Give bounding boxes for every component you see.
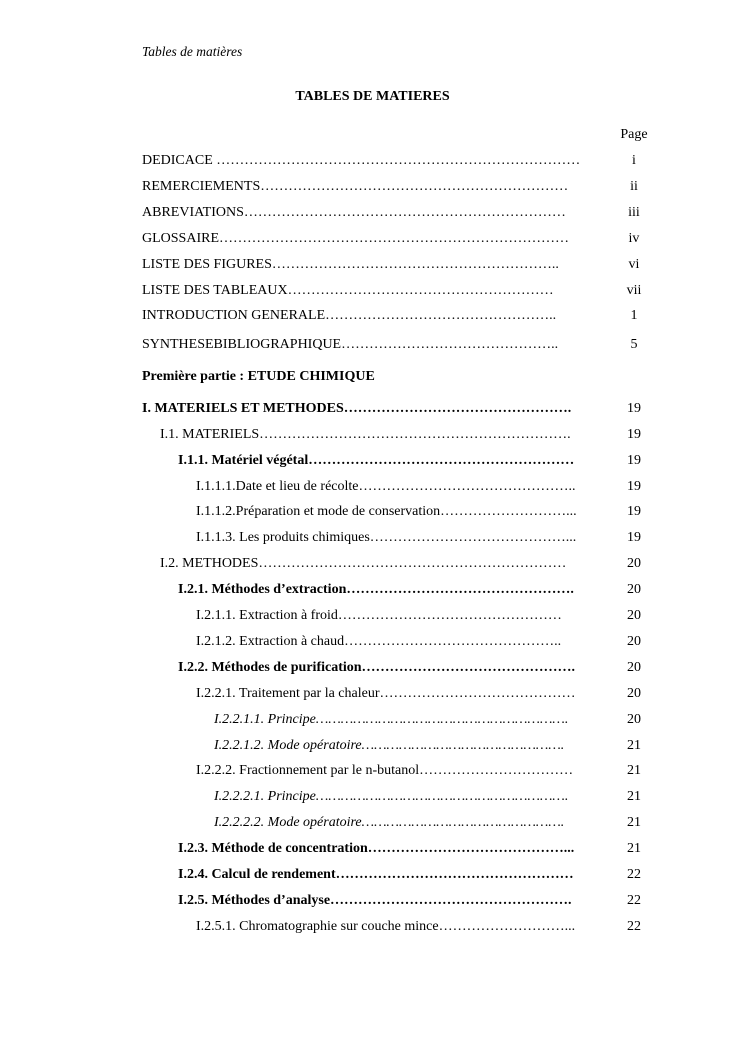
toc-entry-label: I.2.2.2.2. Mode opératoire…………………………………………. — [214, 815, 565, 830]
toc-entry-page-number: 19 — [627, 530, 641, 545]
toc-entry-page-number: 20 — [627, 556, 641, 571]
toc-entry — [0, 335, 745, 355]
toc-entry-page-number: 20 — [627, 582, 641, 597]
toc-entry-page-number: 19 — [627, 479, 641, 494]
toc-entry-label: I.2.1.2. Extraction à chaud……………………………………….. — [196, 634, 562, 649]
toc-entry-label: I.2.2. Méthodes de purification………………………………………. — [178, 660, 576, 675]
toc-entry-page-number: 21 — [627, 789, 641, 804]
part-heading: Première partie : ETUDE CHIMIQUE — [142, 369, 375, 384]
toc-entry-label: I.2. METHODES………………………………………………………… — [160, 556, 567, 571]
toc-entry — [0, 528, 745, 548]
toc-entry-label: I.2.3. Méthode de concentration……………………………………... — [178, 841, 575, 856]
toc-entry-label: I.2.2.2. Fractionnement par le n-butanol…………………………… — [196, 763, 574, 778]
toc-entry-label: I.2.5.1. Chromatographie sur couche mince………………………... — [196, 919, 576, 934]
toc-entry-page-number: 19 — [627, 427, 641, 442]
toc-entry-page-number: 20 — [627, 712, 641, 727]
toc-entry-page-number: 19 — [627, 401, 641, 416]
toc-entry — [0, 502, 745, 522]
toc-entry-label: I.2.2.1.1. Principe……………………………………………………. — [214, 712, 569, 727]
toc-entry-page-number: iii — [628, 205, 640, 220]
toc-entry-label: I.1. MATERIELS…………………………………………………………. — [160, 427, 571, 442]
toc-entry — [0, 787, 745, 807]
toc-entry — [0, 177, 745, 197]
toc-entry-page-number: 20 — [627, 608, 641, 623]
toc-entry — [0, 151, 745, 171]
toc-entry — [0, 451, 745, 471]
page-column-header: Page — [620, 127, 648, 142]
toc-entry-label: I.1.1.3. Les produits chimiques……………………………………... — [196, 530, 577, 545]
toc-entry-label: I.2.1.1. Extraction à froid………………………………………… — [196, 608, 562, 623]
toc-entry — [0, 710, 745, 730]
toc-entry-page-number: 20 — [627, 686, 641, 701]
toc-entry-label: INTRODUCTION GENERALE………………………………………….. — [142, 308, 557, 323]
toc-entry-label: I.1.1.1.Date et lieu de récolte……………………………………….. — [196, 479, 576, 494]
toc-entry — [0, 684, 745, 704]
toc-entry-label: I.2.1. Méthodes d’extraction…………………………………………. — [178, 582, 574, 597]
toc-entry-page-number: 19 — [627, 453, 641, 468]
toc-entry — [0, 917, 745, 937]
toc-entry — [0, 399, 745, 419]
toc-entry — [0, 203, 745, 223]
toc-entry-label: I.1.1. Matériel végétal………………………………………………… — [178, 453, 575, 468]
toc-entry — [0, 306, 745, 326]
toc-entry-label: I.2.5. Méthodes d’analyse……………………………………………. — [178, 893, 572, 908]
page-title: TABLES DE MATIERES — [295, 89, 450, 104]
toc-entry-label: SYNTHESEBIBLIOGRAPHIQUE……………………………………….. — [142, 337, 559, 352]
toc-entry — [0, 865, 745, 885]
toc-entry — [0, 580, 745, 600]
toc-entry-page-number: 22 — [627, 893, 641, 908]
toc-entry-page-number: 21 — [627, 841, 641, 856]
toc-entry — [0, 736, 745, 756]
toc-entry-page-number: 19 — [627, 504, 641, 519]
toc-entry — [0, 229, 745, 249]
toc-entry-label: REMERCIEMENTS………………………………………………………… — [142, 179, 569, 194]
toc-entry-label: I.1.1.2.Préparation et mode de conservation………………………... — [196, 504, 577, 519]
toc-entry — [0, 425, 745, 445]
toc-entry-page-number: 22 — [627, 919, 641, 934]
toc-entry-label: I. MATERIELS ET METHODES…………………………………………. — [142, 401, 572, 416]
toc-entry-label: GLOSSAIRE………………………………………………………………… — [142, 231, 570, 246]
toc-entry-label: LISTE DES TABLEAUX………………………………………………… — [142, 283, 554, 298]
toc-entry-page-number: 5 — [630, 337, 638, 352]
toc-entry-label: I.2.2.1.2. Mode opératoire…………………………………………. — [214, 738, 565, 753]
toc-entry-label: I.2.2.1. Traitement par la chaleur…………………………………… — [196, 686, 576, 701]
toc-entry-page-number: 21 — [627, 815, 641, 830]
toc-entry — [0, 891, 745, 911]
toc-entry — [0, 839, 745, 859]
toc-entry — [0, 255, 745, 275]
toc-entry-page-number: 20 — [627, 660, 641, 675]
toc-entry-page-number: ii — [630, 179, 638, 194]
toc-entry — [0, 632, 745, 652]
running-head: Tables de matières — [142, 44, 243, 59]
toc-entry — [0, 813, 745, 833]
toc-entry-label: ABREVIATIONS…………………………………………………………… — [142, 205, 566, 220]
toc-entry-page-number: i — [632, 153, 636, 168]
toc-entry-label: DEDICACE …………………………………………………………………… — [142, 153, 581, 168]
toc-entry-label: I.2.2.2.1. Principe……………………………………………………. — [214, 789, 569, 804]
toc-entry — [0, 477, 745, 497]
toc-entry-page-number: vii — [626, 283, 642, 298]
toc-entry-page-number: vi — [628, 257, 640, 272]
toc-entry-page-number: 21 — [627, 763, 641, 778]
toc-entry — [0, 281, 745, 301]
toc-entry-page-number: 1 — [630, 308, 638, 323]
toc-entry-page-number: iv — [628, 231, 640, 246]
toc-entry — [0, 606, 745, 626]
toc-entry — [0, 761, 745, 781]
toc-entry — [0, 658, 745, 678]
toc-entry-page-number: 20 — [627, 634, 641, 649]
toc-entry-page-number: 21 — [627, 738, 641, 753]
toc-entry — [0, 554, 745, 574]
toc-entry-label: I.2.4. Calcul de rendement…………………………………………… — [178, 867, 574, 882]
toc-entry-page-number: 22 — [627, 867, 641, 882]
toc-entry-label: LISTE DES FIGURES…………………………………………………….. — [142, 257, 559, 272]
